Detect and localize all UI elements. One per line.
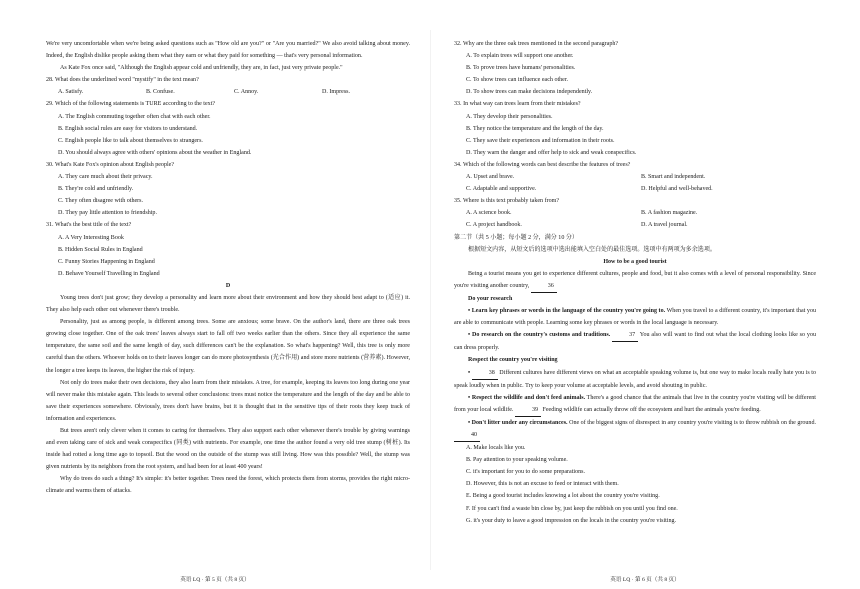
q30-option-d[interactable]: D. They pay little attention to friendship. <box>58 210 157 217</box>
blank-38[interactable]: 38 <box>472 367 498 380</box>
bullet-wildlife <box>454 392 816 417</box>
choice-g[interactable]: G. it's your duty to leave a good impression on the locals in the country you're visiting. <box>466 517 677 524</box>
choice-c[interactable]: C. it's important for you to do some preparations. <box>466 469 585 476</box>
q32-option-b[interactable]: B. To prove trees have humans' personalities. <box>466 65 576 72</box>
q28-option-c[interactable]: C. Annoy. <box>234 89 259 96</box>
q32-option-c[interactable]: C. To show trees can influence each other. <box>466 77 569 84</box>
passage-d-paragraph-4: But trees aren't only clever when it comes to caring for themselves. They also support each other whenever there's trouble by giving warnings and even taking care of sick and weak conspecifics (同类) with nutrients. For example, one time the author found a very old tree stump (树桩). Its inside had rotted a long time ago to topsoil. But the wood on the outside of the stump was still living. How was this possible? Well, the stump was given nutrients by its neighbors from the root system, and had been for at least 400 years! <box>46 428 410 471</box>
q28-option-b[interactable]: B. Confuse. <box>146 89 175 96</box>
q29-stem: 29. Which of the following statements is TURE according to the text? <box>46 101 216 108</box>
q30-stem: 30. What's Kate Fox's opinion about English people? <box>46 161 175 168</box>
q31-option-c[interactable]: C. Funny Stories Happening in England <box>58 258 155 265</box>
q34-stem: 34. Which of the following words can best describe the features of trees? <box>454 161 631 168</box>
blank-39[interactable]: 39 <box>515 404 541 417</box>
bullet-volume-text: Different cultures have different views on what an acceptable speaking volume is, but one way to make locals really hate you is to speak loudly when in public. Try to keep your volume at acceptable levels, and avoid shouting in public. <box>454 369 816 389</box>
passage-intro-text: Being a tourist means you get to experience different cultures, people and food, but it also comes with a level of personal responsibility. Since you're visiting another country, <box>454 270 816 289</box>
passage-d-paragraph-1: Young trees don't just grow; they develop a personality and learn more about their environment and how they should best adapt to (适应) it. They also help each other out whenever there's trouble. <box>46 294 410 314</box>
choice-d[interactable]: D. However, this is not an excuse to feed or interact with them. <box>466 481 619 488</box>
bullet-dot: • <box>468 369 471 376</box>
q30-option-c[interactable]: C. They often disagree with others. <box>58 198 144 205</box>
q29-option-b[interactable]: B. English social rules are easy for visitors to understand. <box>58 125 198 132</box>
bullet-learn-phrases-text: When you travel to a different country, it's important that you are able to communicate with people. Learning some key phrases or words in the local language is necessary. <box>454 308 816 327</box>
q33-stem: 33. In what way can trees learn from their mistakes? <box>454 101 581 108</box>
bullet-litter-text: One of the biggest signs of disrespect in any country you're visiting is to throw rubbish on the ground. <box>567 419 816 426</box>
passage-title: How to be a good tourist <box>603 258 667 265</box>
bullet-research-customs-bold: • Do research on the country's customs and traditions. <box>468 332 611 339</box>
blank-36[interactable]: 36 <box>531 280 557 293</box>
page-footer-left: 英语 LQ · 第 5 页（共 8 页） <box>180 577 250 583</box>
q33-option-d[interactable]: D. They warn the danger and offer help to sick and weak conspecifics. <box>466 149 637 156</box>
heading-do-your-research: Do your research <box>468 295 513 302</box>
q33-option-c[interactable]: C. They save their experiences and information in their roots. <box>466 137 615 144</box>
heading-respect-country: Respect the country you're visiting <box>468 357 558 364</box>
q28-stem: 28. What does the underlined word "mystify" in the text mean? <box>46 77 199 84</box>
bullet-blank-38 <box>454 367 816 392</box>
passage-d-paragraph-3: Not only do trees make their own decisions, they also learn from their mistakes. A tree, for example, keeping its leaves too long during one year will never make this mistake again. This leads to several other conclusions: trees must notice the temperature and the length of the day and be able to save their experiences somewhere. Obviously, trees don't have brains, but it is thought that in the sensitive tips of their roots they keep track of information and experiences. <box>46 379 410 422</box>
q33-option-b[interactable]: B. They notice the temperature and the length of the day. <box>466 125 604 132</box>
q29-option-d[interactable]: D. You should always agree with others' opinions about the weather in England. <box>58 149 252 156</box>
bullet-research-customs <box>454 329 816 354</box>
section-2-instruction: 根据短文内容，从短文后的选项中选出能填入空白处的最佳选项。选项中有两项为多余选项。 <box>468 246 716 253</box>
q34-option-d[interactable]: D. Helpful and well-behaved. <box>641 186 713 193</box>
q29-option-c[interactable]: C. English people like to talk about themselves to strangers. <box>58 137 203 144</box>
choice-f[interactable]: F. If you can't find a waste bin close by, just keep the rubbish on you until you find one. <box>466 505 678 512</box>
bullet-wildlife-text-2: Feeding wildlife can actually throw off the ecosystem and hurt the animals you're feeding. <box>540 406 761 413</box>
q35-option-a[interactable]: A. A science book. <box>466 210 512 217</box>
passage-intro <box>454 268 816 293</box>
q35-options-row-2 <box>454 219 816 231</box>
choice-a[interactable]: A. Make locals like you. <box>466 445 526 452</box>
q31-option-b[interactable]: B. Hidden Social Rules in England <box>58 246 143 253</box>
blank-40[interactable]: 40 <box>454 429 480 442</box>
q31-option-d[interactable]: D. Behave Yourself Travelling in England <box>58 270 160 277</box>
q35-option-c[interactable]: C. A project handbook. <box>466 222 522 229</box>
q35-option-b[interactable]: B. A fashion magazine. <box>641 210 698 217</box>
q35-stem: 35. Where is this text probably taken from? <box>454 198 560 205</box>
bullet-wildlife-text: There's a good chance that the animals that live in the country you're visiting will be different from your local wildlife. <box>454 394 816 413</box>
q31-option-a[interactable]: A. A Very Interesting Book <box>58 234 124 241</box>
q34-options-row-2 <box>454 183 816 195</box>
section-2-heading: 第二节（共 5 小题；每小题 2 分，满分 10 分） <box>454 234 578 241</box>
bullet-wildlife-bold: • Respect the wildlife and don't feed animals. <box>468 394 586 401</box>
q31-stem: 31. What's the best title of the text? <box>46 222 132 229</box>
passage-d-label: D <box>225 282 231 289</box>
bullet-learn-phrases-bold: • Learn key phrases or words in the language of the country you're going to. <box>468 308 666 315</box>
bullet-research-customs-text: You also will want to find out what the local clothing looks like so you can dress properly. <box>454 332 816 352</box>
choice-e[interactable]: E. Being a good tourist includes knowing a lot about the country you're visiting. <box>466 493 660 500</box>
q28-options <box>46 86 410 98</box>
q28-option-a[interactable]: A. Satisfy. <box>58 89 84 96</box>
intro-paragraph-2: As Kate Fox once said, "Although the English appear cold and unfriendly, they are, in fact, just very private people." <box>60 65 343 72</box>
q30-option-a[interactable]: A. They care much about their privacy. <box>58 174 153 181</box>
q35-options-row-1 <box>454 207 816 219</box>
intro-paragraph-1: We're very uncomfortable when we're being asked questions such as "How old are you?" or "Are you married?" We also avoid talking about money. Indeed, the English dislike people asking them what they earn or what they paid for something — that's very personal information. <box>46 41 410 60</box>
q28-option-d[interactable]: D. Impress. <box>322 89 351 96</box>
q34-option-b[interactable]: B. Smart and independent. <box>641 174 706 181</box>
q33-option-a[interactable]: A. They develop their personalities. <box>466 113 553 120</box>
passage-d-paragraph-2: Personality, just as among people, is different among trees. Some are anxious; some brave. On the author's land, there are three oak trees growing close together. One of the oak trees' leaves always start to fall off two weeks earlier than the others. Since they all experience the same temperature, the same soil and the same length of day, such differences can't be the explanation. So what's happening? Well, this tree is only more careful than the others. Whoever holds on to their leaves longer can do more photosynthesis (光合作用) and store more nutrients (营养素). However, the longer a tree keeps its leaves, the higher the risk of injury. <box>46 319 410 374</box>
bullet-litter <box>454 417 816 442</box>
passage-d-paragraph-5: Why do trees do such a thing? It's simple: it's better together. Trees need the forest, which protects them from storms, provides the right micro-climate and warms them of attacks. <box>46 476 410 495</box>
page-footer-right: 英语 LQ · 第 6 页（共 8 页） <box>610 577 680 583</box>
blank-37[interactable]: 37 <box>612 329 638 342</box>
bullet-learn-phrases <box>454 305 816 329</box>
q34-options-row-1 <box>454 171 816 183</box>
q35-option-d[interactable]: D. A travel journal. <box>641 222 688 229</box>
q32-option-d[interactable]: D. To show trees can make decisions independently. <box>466 89 593 96</box>
q34-option-c[interactable]: C. Adaptable and supportive. <box>466 186 537 193</box>
page-right <box>430 0 860 589</box>
q29-option-a[interactable]: A. The English commuting together often chat with each other. <box>58 113 211 120</box>
bullet-litter-bold: • Don't litter under any circumstances. <box>468 419 568 426</box>
choice-b[interactable]: B. Pay attention to your speaking volume. <box>466 457 568 464</box>
q32-option-a[interactable]: A. To explain trees will support one another. <box>466 53 574 60</box>
q34-option-a[interactable]: A. Upset and brave. <box>466 174 515 181</box>
q32-stem: 32. Why are the three oak trees mentioned in the second paragraph? <box>454 41 619 47</box>
q30-option-b[interactable]: B. They're cold and unfriendly. <box>58 186 134 193</box>
